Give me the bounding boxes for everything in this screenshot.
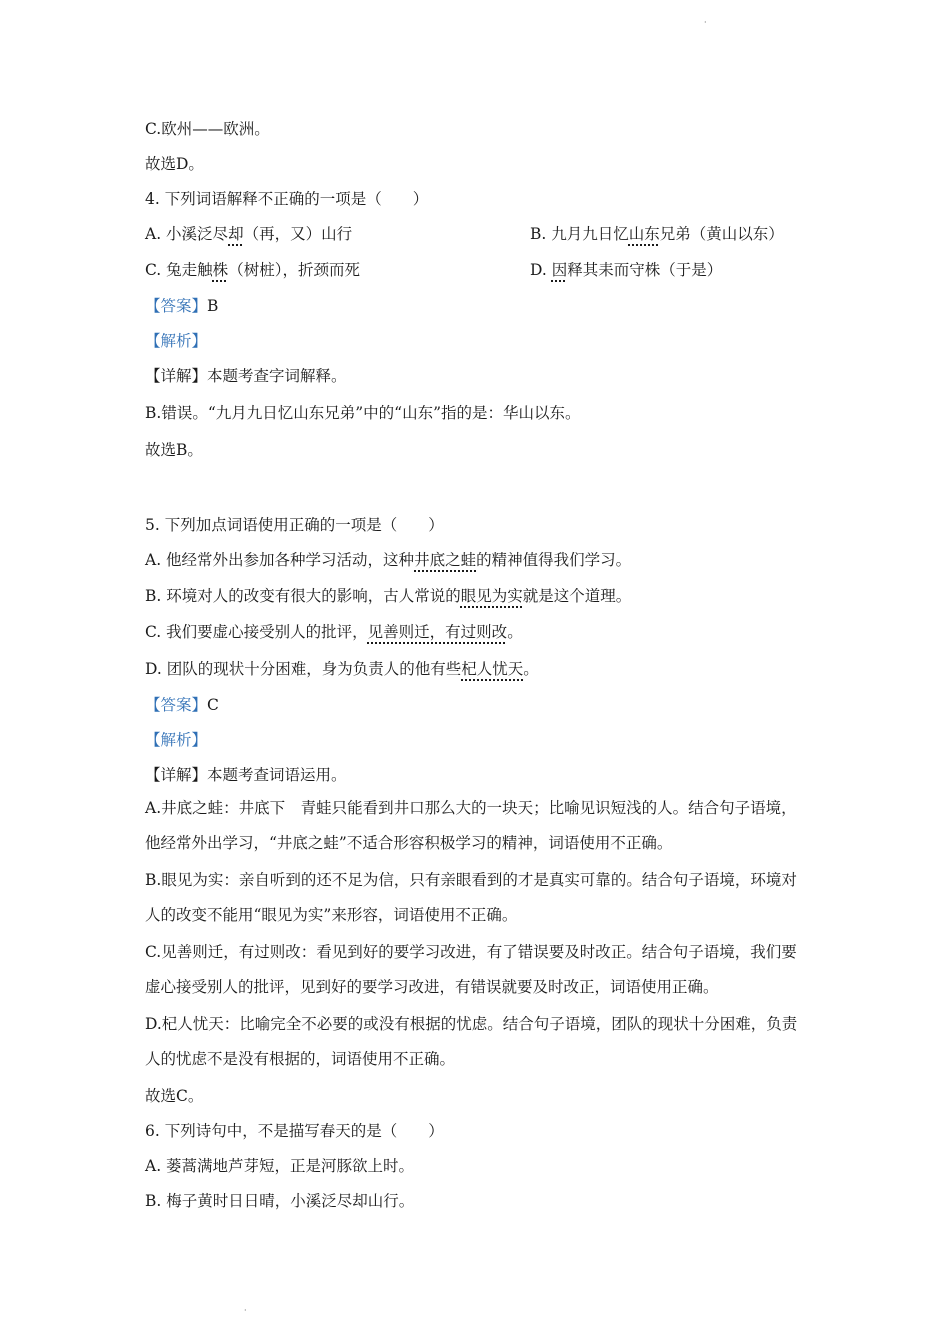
q4-explanation: B.错误。“九月九日忆山东兄弟”中的“山东”指的是：华山以东。 bbox=[145, 404, 581, 422]
q5-explanation-b: B.眼见为实：亲自听到的还不足为信，只有亲眼看到的才是真实可靠的。结合句子语境，环境对人的改变不能用“眼见为实”来形容，词语使用不正确。 bbox=[145, 871, 797, 924]
q4-option-c: C. 兔走触株（树桩），折颈而死 bbox=[145, 261, 360, 279]
q4-option-b: B. 九月九日忆山东兄弟（黄山以东） bbox=[530, 225, 784, 243]
q4-answer: 【答案】B bbox=[145, 297, 219, 315]
q6-option-b: B. 梅子黄时日日晴，小溪泛尽却山行。 bbox=[145, 1192, 415, 1210]
q5-option-b: B. 环境对人的改变有很大的影响，古人常说的眼见为实就是这个道理。 bbox=[145, 587, 632, 605]
question-5: 5. 下列加点词语使用正确的一项是（ ） bbox=[145, 516, 444, 534]
question-6: 6. 下列诗句中，不是描写春天的是（ ） bbox=[145, 1122, 444, 1140]
q5-explanation-d: D.杞人忧天：比喻完全不必要的或没有根据的忧虑。结合句子语境，团队的现状十分困难，负责人的忧虑不是没有根据的，词语使用不正确。 bbox=[145, 1015, 798, 1068]
q5-conclusion: 故选C。 bbox=[145, 1087, 204, 1105]
question-4: 4. 下列词语解释不正确的一项是（ ） bbox=[145, 190, 429, 208]
q5-option-a: A. 他经常外出参加各种学习活动，这种井底之蛙的精神值得我们学习。 bbox=[145, 551, 632, 569]
option-c-prev: C.欧州——欧洲。 bbox=[145, 120, 270, 138]
q4-analysis-heading: 【解析】 bbox=[145, 332, 208, 350]
page-mark-bottom: · bbox=[244, 1306, 247, 1315]
q5-option-c: C. 我们要虚心接受别人的批评，见善则迁，有过则改。 bbox=[145, 623, 523, 641]
q4-detail: 【详解】本题考查字词解释。 bbox=[145, 367, 347, 385]
q6-option-a: A. 蒌蒿满地芦芽短，正是河豚欲上时。 bbox=[145, 1157, 415, 1175]
q4-conclusion: 故选B。 bbox=[145, 441, 203, 459]
q5-analysis-heading: 【解析】 bbox=[145, 731, 208, 749]
q4-option-d: D. 因释其耒而守株（于是） bbox=[530, 261, 723, 279]
q5-explanation-c: C.见善则迁，有过则改：看见到好的要学习改进，有了错误要及时改正。结合句子语境，我们要虚心接受别人的批评，见到好的要学习改进，有错误就要及时改正，词语使用正确。 bbox=[145, 943, 797, 996]
q5-option-d: D. 团队的现状十分困难，身为负责人的他有些杞人忧天。 bbox=[145, 660, 539, 678]
page-mark-top: · bbox=[704, 18, 707, 27]
q4-option-a: A. 小溪泛尽却（再，又）山行 bbox=[145, 225, 353, 243]
q5-answer: 【答案】C bbox=[145, 696, 219, 714]
q5-explanation-a: A.井底之蛙：井底下 青蛙只能看到井口那么大的一块天；比喻见识短浅的人。结合句子语境，他经常外出学习，“井底之蛙”不适合形容积极学习的精神，词语使用不正确。 bbox=[145, 799, 797, 852]
conclusion-prev: 故选D。 bbox=[145, 155, 204, 173]
q5-detail: 【详解】本题考查词语运用。 bbox=[145, 766, 347, 784]
